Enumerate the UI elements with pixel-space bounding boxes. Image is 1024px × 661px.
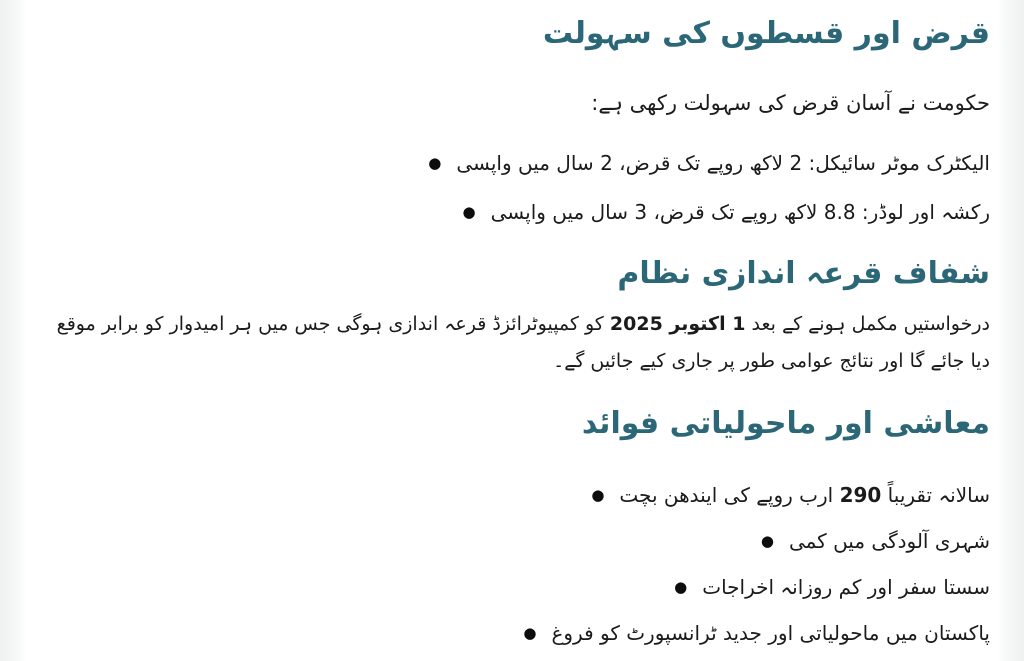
lottery-date-bold: 1 اکتوبر 2025 — [609, 313, 746, 335]
list-item — [36, 522, 990, 561]
bullet-dot-icon: ● — [462, 203, 476, 221]
bullet-dot-icon: ● — [523, 624, 537, 642]
lottery-body-part1: درخواستیں مکمل ہونے کے بعد — [745, 313, 990, 335]
loan-bullet-list — [36, 144, 990, 232]
bullet-dot-icon: ● — [591, 486, 605, 504]
benefit-item-fuel-savings — [619, 476, 990, 515]
lottery-section-heading: شفاف قرعہ اندازی نظام — [617, 256, 990, 291]
loan-item-rickshaw-loader: رکشہ اور لوڈر: 8.8 لاکھ روپے تک قرض، 3 سال میں واپسی — [490, 200, 990, 224]
list-item — [36, 193, 990, 232]
benefit-item-cheap-travel: سستا سفر اور کم روزانہ اخراجات — [702, 575, 990, 599]
benefits-bullet-list — [36, 476, 990, 653]
benefit-item-modern-transport: پاکستان میں ماحولیاتی اور جدید ٹرانسپورٹ کو فروغ — [551, 621, 990, 645]
lottery-body-part2: کو کمپیوٹرائزڈ قرعہ اندازی ہوگی جس میں ہر امیدوار کو برابر موقع دیا جائے گا اور نتائج عوامی طور پر جاری کیے جائیں گے۔ — [56, 313, 990, 372]
benefits-section-heading: معاشی اور ماحولیاتی فوائد — [581, 406, 990, 441]
list-item — [36, 144, 990, 183]
loan-intro-text: حکومت نے آسان قرض کی سہولت رکھی ہے: — [591, 91, 990, 115]
list-item — [36, 568, 990, 607]
benefit-fuel-part2: ارب روپے کی ایندھن بچت — [619, 483, 840, 507]
lottery-body-paragraph — [36, 306, 990, 380]
bullet-dot-icon: ● — [428, 154, 442, 172]
list-item — [36, 614, 990, 653]
benefit-fuel-part1: سالانہ تقریباً — [881, 483, 990, 507]
loan-section-heading: قرض اور قسطوں کی سہولت — [542, 16, 990, 51]
benefit-item-pollution: شہری آلودگی میں کمی — [788, 529, 990, 553]
loan-item-motorcycle: الیکٹرک موٹر سائیکل: 2 لاکھ روپے تک قرض، 2 سال میں واپسی — [456, 151, 990, 175]
bullet-dot-icon: ● — [760, 532, 774, 550]
list-item — [36, 476, 990, 515]
benefit-fuel-amount-bold: 290 — [839, 483, 882, 507]
bullet-dot-icon: ● — [674, 578, 688, 596]
